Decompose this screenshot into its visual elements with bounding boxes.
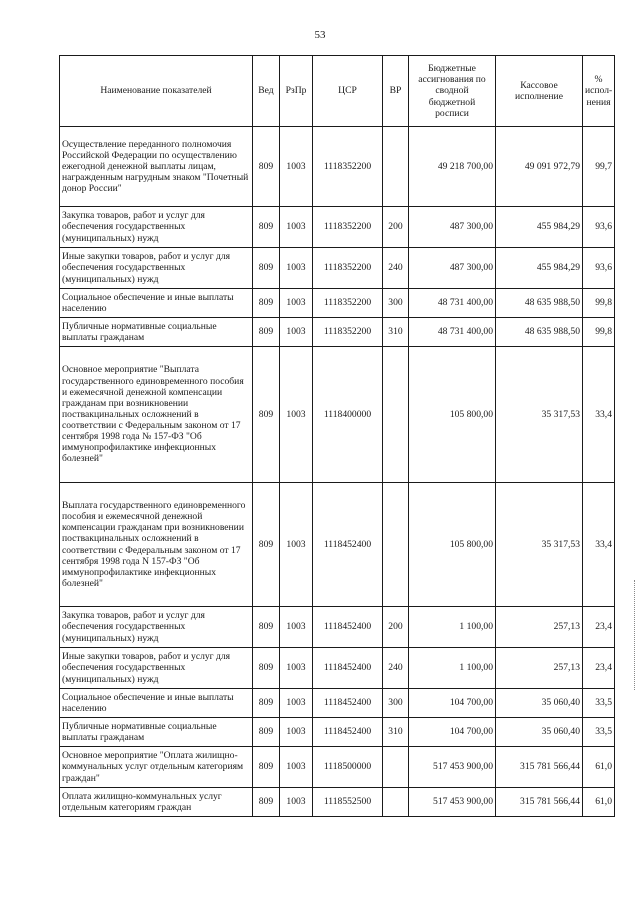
cell-budget: 487 300,00 [409, 248, 496, 289]
table-row [60, 207, 615, 248]
table-row [60, 318, 615, 347]
table-row [60, 127, 615, 207]
cell-rzpr: 1003 [280, 718, 313, 747]
cell-csr: 1118500000 [313, 747, 383, 788]
cell-name: Основное мероприятие "Выплата государственного единовременного пособия и ежемесячной денежной компенсации гражданам при возникновении поствакцинальных осложнений в соответствии с Федеральным законом от 17 сентября 1998 года № 157-ФЗ "Об иммунопрофилактике инфекционных болезней" [60, 347, 253, 483]
cell-cash: 315 781 566,44 [496, 788, 583, 817]
cell-ved: 809 [253, 718, 280, 747]
cell-vr: 300 [383, 689, 409, 718]
cell-vr: 200 [383, 607, 409, 648]
header-budget: Бюджетные ассигнования по сводной бюджетной росписи [409, 56, 496, 127]
header-cash: Кассовое исполнение [496, 56, 583, 127]
cell-name: Осуществление переданного полномочия Российской Федерации по осуществлению ежегодной денежной выплаты лицам, награжденным нагрудным знаком "Почетный донор России" [60, 127, 253, 207]
table-header-row [60, 56, 615, 127]
cell-ved: 809 [253, 248, 280, 289]
cell-cash: 35 317,53 [496, 483, 583, 607]
cell-rzpr: 1003 [280, 788, 313, 817]
cell-budget: 517 453 900,00 [409, 788, 496, 817]
cell-cash: 315 781 566,44 [496, 747, 583, 788]
cell-name: Закупка товаров, работ и услуг для обеспечения государственных (муниципальных) нужд [60, 607, 253, 648]
cell-budget: 104 700,00 [409, 718, 496, 747]
cell-ved: 809 [253, 127, 280, 207]
header-rzpr: РзПр [280, 56, 313, 127]
cell-name: Социальное обеспечение и иные выплаты населению [60, 289, 253, 318]
cell-percent: 23,4 [583, 607, 615, 648]
page-number: 53 [314, 29, 326, 41]
cell-name: Социальное обеспечение и иные выплаты населению [60, 689, 253, 718]
cell-budget: 1 100,00 [409, 648, 496, 689]
cell-csr: 1118452400 [313, 648, 383, 689]
table-row [60, 607, 615, 648]
cell-percent: 93,6 [583, 248, 615, 289]
cell-budget: 1 100,00 [409, 607, 496, 648]
cell-rzpr: 1003 [280, 289, 313, 318]
cell-cash: 257,13 [496, 607, 583, 648]
header-csr: ЦСР [313, 56, 383, 127]
cell-name: Иные закупки товаров, работ и услуг для обеспечения государственных (муниципальных) нужд [60, 248, 253, 289]
cell-name: Иные закупки товаров, работ и услуг для обеспечения государственных (муниципальных) нужд [60, 648, 253, 689]
cell-budget: 487 300,00 [409, 207, 496, 248]
cell-cash: 35 060,40 [496, 689, 583, 718]
table-body [60, 127, 615, 817]
cell-ved: 809 [253, 607, 280, 648]
table-row [60, 718, 615, 747]
cell-rzpr: 1003 [280, 127, 313, 207]
cell-csr: 1118352200 [313, 318, 383, 347]
cell-cash: 49 091 972,79 [496, 127, 583, 207]
cell-budget: 48 731 400,00 [409, 289, 496, 318]
cell-rzpr: 1003 [280, 689, 313, 718]
table-row [60, 648, 615, 689]
cell-ved: 809 [253, 289, 280, 318]
budget-execution-table [59, 55, 615, 817]
cell-vr: 310 [383, 718, 409, 747]
cell-csr: 1118352200 [313, 289, 383, 318]
cell-percent: 23,4 [583, 648, 615, 689]
table-row [60, 747, 615, 788]
cell-percent: 33,5 [583, 718, 615, 747]
cell-csr: 1118352200 [313, 127, 383, 207]
cell-cash: 455 984,29 [496, 207, 583, 248]
cell-csr: 1118552500 [313, 788, 383, 817]
cell-percent: 99,8 [583, 318, 615, 347]
cell-rzpr: 1003 [280, 248, 313, 289]
cell-budget: 48 731 400,00 [409, 318, 496, 347]
cell-ved: 809 [253, 347, 280, 483]
cell-percent: 33,4 [583, 483, 615, 607]
cell-ved: 809 [253, 689, 280, 718]
header-percent: % испол-нения [583, 56, 615, 127]
cell-name: Оплата жилищно-коммунальных услуг отдельным категориям граждан [60, 788, 253, 817]
cell-rzpr: 1003 [280, 207, 313, 248]
cell-vr: 310 [383, 318, 409, 347]
cell-rzpr: 1003 [280, 318, 313, 347]
cell-vr: 240 [383, 248, 409, 289]
cell-ved: 809 [253, 483, 280, 607]
table-row [60, 248, 615, 289]
cell-cash: 455 984,29 [496, 248, 583, 289]
cell-vr: 240 [383, 648, 409, 689]
cell-rzpr: 1003 [280, 347, 313, 483]
cell-name: Основное мероприятие "Оплата жилищно-коммунальных услуг отдельным категориям граждан" [60, 747, 253, 788]
header-vr: ВР [383, 56, 409, 127]
cell-budget: 105 800,00 [409, 483, 496, 607]
cell-csr: 1118452400 [313, 689, 383, 718]
header-ved: Вед [253, 56, 280, 127]
cell-ved: 809 [253, 747, 280, 788]
cell-csr: 1118452400 [313, 607, 383, 648]
header-name: Наименование показателей [60, 56, 253, 127]
cell-rzpr: 1003 [280, 483, 313, 607]
cell-percent: 93,6 [583, 207, 615, 248]
cell-cash: 35 317,53 [496, 347, 583, 483]
cell-cash: 48 635 988,50 [496, 318, 583, 347]
table-row [60, 689, 615, 718]
cell-budget: 49 218 700,00 [409, 127, 496, 207]
cell-percent: 99,8 [583, 289, 615, 318]
cell-ved: 809 [253, 648, 280, 689]
cell-percent: 61,0 [583, 788, 615, 817]
cell-vr [383, 747, 409, 788]
cell-vr [383, 127, 409, 207]
cell-vr [383, 788, 409, 817]
table-row [60, 788, 615, 817]
cell-name: Закупка товаров, работ и услуг для обеспечения государственных (муниципальных) нужд [60, 207, 253, 248]
table-row [60, 347, 615, 483]
cell-budget: 105 800,00 [409, 347, 496, 483]
cell-csr: 1118452400 [313, 718, 383, 747]
cell-csr: 1118452400 [313, 483, 383, 607]
cell-percent: 33,4 [583, 347, 615, 483]
cell-cash: 48 635 988,50 [496, 289, 583, 318]
cell-rzpr: 1003 [280, 607, 313, 648]
table-row [60, 483, 615, 607]
cell-name: Публичные нормативные социальные выплаты гражданам [60, 718, 253, 747]
cell-percent: 61,0 [583, 747, 615, 788]
cell-percent: 99,7 [583, 127, 615, 207]
cell-ved: 809 [253, 207, 280, 248]
table-row [60, 289, 615, 318]
cell-vr [383, 483, 409, 607]
cell-csr: 1118352200 [313, 248, 383, 289]
cell-ved: 809 [253, 788, 280, 817]
cell-csr: 1118352200 [313, 207, 383, 248]
cell-name: Выплата государственного единовременного пособия и ежемесячной денежной компенсации гражданам при возникновении поствакцинальных осложнений в соответствии с Федеральным законом от 17 сентября 1998 года N 157-ФЗ "Об иммунопрофилактике инфекционных болезней" [60, 483, 253, 607]
cell-rzpr: 1003 [280, 648, 313, 689]
cell-budget: 517 453 900,00 [409, 747, 496, 788]
cell-percent: 33,5 [583, 689, 615, 718]
cell-csr: 1118400000 [313, 347, 383, 483]
cell-rzpr: 1003 [280, 747, 313, 788]
cell-budget: 104 700,00 [409, 689, 496, 718]
cell-vr: 200 [383, 207, 409, 248]
cell-cash: 257,13 [496, 648, 583, 689]
cell-ved: 809 [253, 318, 280, 347]
cell-name: Публичные нормативные социальные выплаты гражданам [60, 318, 253, 347]
cell-vr: 300 [383, 289, 409, 318]
scan-edge-marks [634, 580, 637, 690]
cell-cash: 35 060,40 [496, 718, 583, 747]
cell-vr [383, 347, 409, 483]
